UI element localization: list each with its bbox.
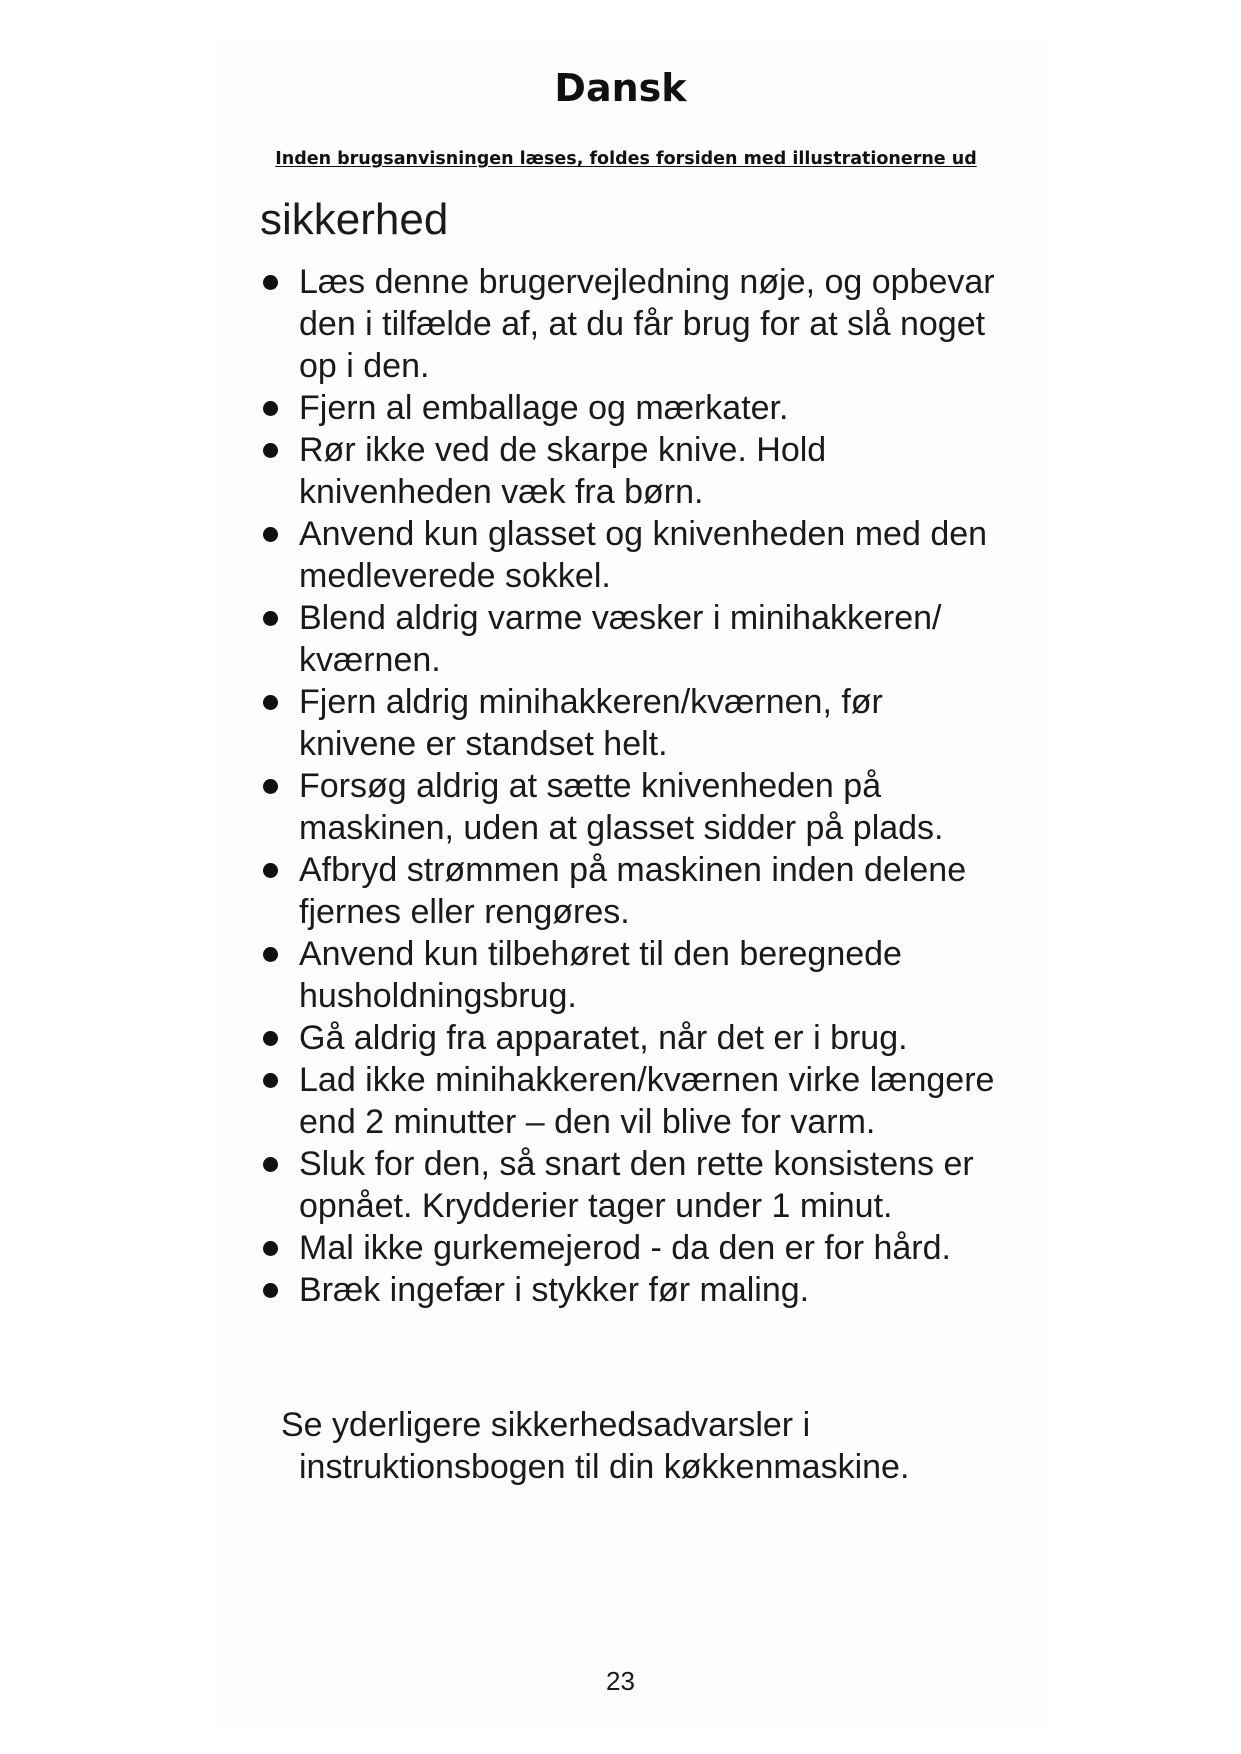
fold-notice: Inden brugsanvisningen læses, foldes forsiden med illustrationerne ud xyxy=(275,149,977,169)
safety-list xyxy=(260,261,1000,1311)
safety-item-text: Rør ikke ved de skarpe knive. Hold knivenheden væk fra børn. xyxy=(299,431,827,511)
safety-item xyxy=(260,513,1000,597)
safety-item-text: Blend aldrig varme væsker i minihakkeren/ kværnen. xyxy=(299,599,942,679)
bullet-icon xyxy=(263,1073,278,1088)
bullet-icon xyxy=(263,443,278,458)
safety-item xyxy=(260,1059,1000,1143)
safety-item-text: Afbryd strømmen på maskinen inden delene fjernes eller rengøres. xyxy=(299,851,967,931)
bullet-icon xyxy=(263,779,278,794)
bullet-icon xyxy=(263,275,278,290)
safety-item xyxy=(260,597,1000,681)
safety-item xyxy=(260,261,1000,387)
bullet-icon xyxy=(263,1283,278,1298)
bullet-icon xyxy=(263,611,278,626)
section-heading: sikkerhed xyxy=(260,195,449,244)
safety-item-text: Lad ikke minihakkeren/kværnen virke længere end 2 minutter – den vil blive for varm. xyxy=(299,1061,995,1141)
safety-item-text: Fjern al emballage og mærkater. xyxy=(299,389,789,427)
language-heading: Dansk xyxy=(554,66,687,110)
safety-item-text: Bræk ingefær i stykker før maling. xyxy=(299,1271,810,1309)
closing-note-line1: Se yderligere sikkerhedsadvarsler i xyxy=(281,1406,811,1444)
safety-item xyxy=(260,681,1000,765)
safety-item-text: Anvend kun glasset og knivenheden med den medleverede sokkel. xyxy=(299,515,988,595)
safety-item xyxy=(260,1227,1000,1269)
bullet-icon xyxy=(263,1241,278,1256)
closing-note xyxy=(281,1404,1001,1488)
safety-item-text: Gå aldrig fra apparatet, når det er i brug. xyxy=(299,1019,908,1057)
bullet-icon xyxy=(263,863,278,878)
safety-item xyxy=(260,933,1000,1017)
safety-item-text: Forsøg aldrig at sætte knivenheden på maskinen, uden at glasset sidder på plads. xyxy=(299,767,944,847)
bullet-icon xyxy=(263,527,278,542)
closing-note-line2: instruktionsbogen til din køkkenmaskine. xyxy=(299,1448,910,1486)
bullet-icon xyxy=(263,401,278,416)
safety-item xyxy=(260,1269,1000,1311)
safety-item xyxy=(260,765,1000,849)
bullet-icon xyxy=(263,695,278,710)
bullet-icon xyxy=(263,947,278,962)
safety-item-text: Læs denne brugervejledning nøje, og opbevar den i tilfælde af, at du får brug for at slå noget op i den. xyxy=(299,263,995,385)
safety-item xyxy=(260,849,1000,933)
safety-item xyxy=(260,1017,1000,1059)
safety-item-text: Mal ikke gurkemejerod - da den er for hård. xyxy=(299,1229,951,1267)
page-number: 23 xyxy=(606,1666,635,1696)
safety-item-text: Sluk for den, så snart den rette konsistens er opnået. Krydderier tager under 1 minut. xyxy=(299,1145,974,1225)
bullet-icon xyxy=(263,1031,278,1046)
safety-item xyxy=(260,1143,1000,1227)
safety-item-text: Fjern aldrig minihakkeren/kværnen, før knivene er standset helt. xyxy=(299,683,883,763)
safety-item xyxy=(260,429,1000,513)
bullet-icon xyxy=(263,1157,278,1172)
safety-item xyxy=(260,387,1000,429)
safety-item-text: Anvend kun tilbehøret til den beregnede husholdningsbrug. xyxy=(299,935,902,1015)
